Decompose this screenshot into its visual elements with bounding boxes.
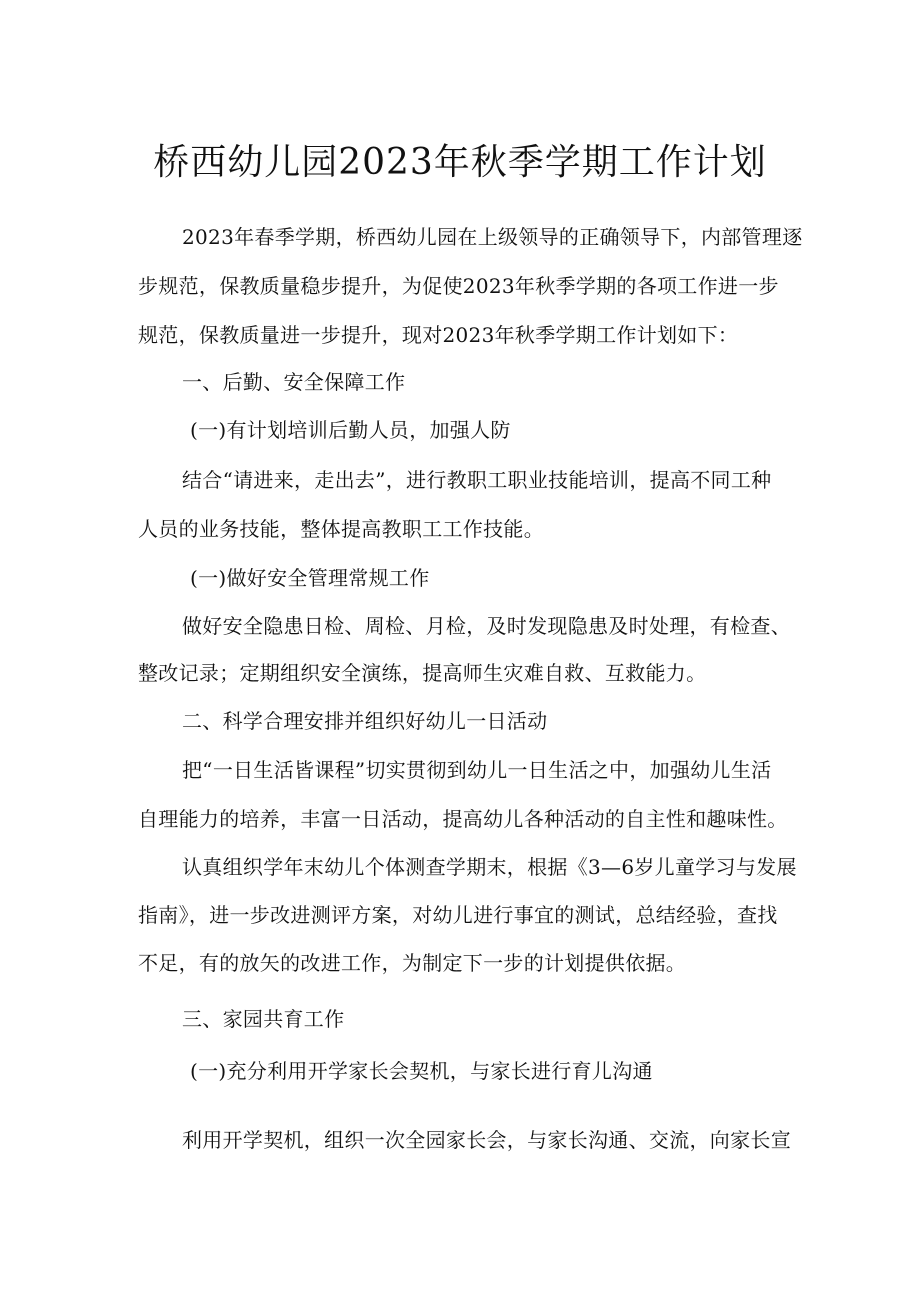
- paragraph-line: 步规范，保教质量稳步提升，为促使2023年秋季学期的各项工作进一步: [138, 274, 779, 298]
- paragraph-line: 自理能力的培养，丰富一日活动，提高幼儿各种活动的自主性和趣味性。: [138, 807, 788, 831]
- paragraph-line: 整改记录；定期组织安全演练，提高师生灾难自救、互救能力。: [138, 661, 707, 685]
- paragraph-line: 不足，有的放矢的改进工作，为制定下一步的计划提供依据。: [138, 951, 687, 975]
- paragraph-line: 认真组织学年末幼儿个体测查学期末，根据《3—6岁儿童学习与发展: [182, 855, 797, 879]
- paragraph-line: 人员的业务技能，整体提高教职工工作技能。: [138, 517, 544, 541]
- subsection-heading: (一)有计划培训后勤人员，加强人防: [190, 418, 511, 442]
- paragraph-line: 利用开学契机，组织一次全园家长会，与家长沟通、交流，向家长宣: [182, 1128, 791, 1152]
- paragraph-line: 把“一日生活皆课程”切实贯彻到幼儿一日生活之中，加强幼儿生活: [182, 758, 772, 782]
- subsection-heading: (一)做好安全管理常规工作: [190, 566, 430, 590]
- section-heading: 三、家园共育工作: [182, 1007, 345, 1031]
- paragraph-line: 做好安全隐患日检、周检、月检，及时发现隐患及时处理，有检查、: [182, 614, 791, 638]
- section-heading: 一、后勤、安全保障工作: [182, 370, 406, 394]
- paragraph-line: 结合“请进来，走出去”，进行教职工职业技能培训，提高不同工种: [182, 468, 772, 492]
- paragraph-line: 2023年春季学期，桥西幼儿园在上级领导的正确领导下，内部管理逐: [182, 225, 803, 249]
- paragraph-line: 规范，保教质量进一步提升，现对2023年秋季学期工作计划如下：: [138, 323, 739, 347]
- section-heading: 二、科学合理安排并组织好幼儿一日活动: [182, 709, 548, 733]
- document-title: 桥西幼儿园2023年秋季学期工作计划: [153, 142, 767, 183]
- subsection-heading: (一)充分利用开学家长会契机，与家长进行育儿沟通: [190, 1059, 653, 1083]
- paragraph-line: 指南》，进一步改进测评方案，对幼儿进行事宜的测试，总结经验，查找: [138, 903, 778, 927]
